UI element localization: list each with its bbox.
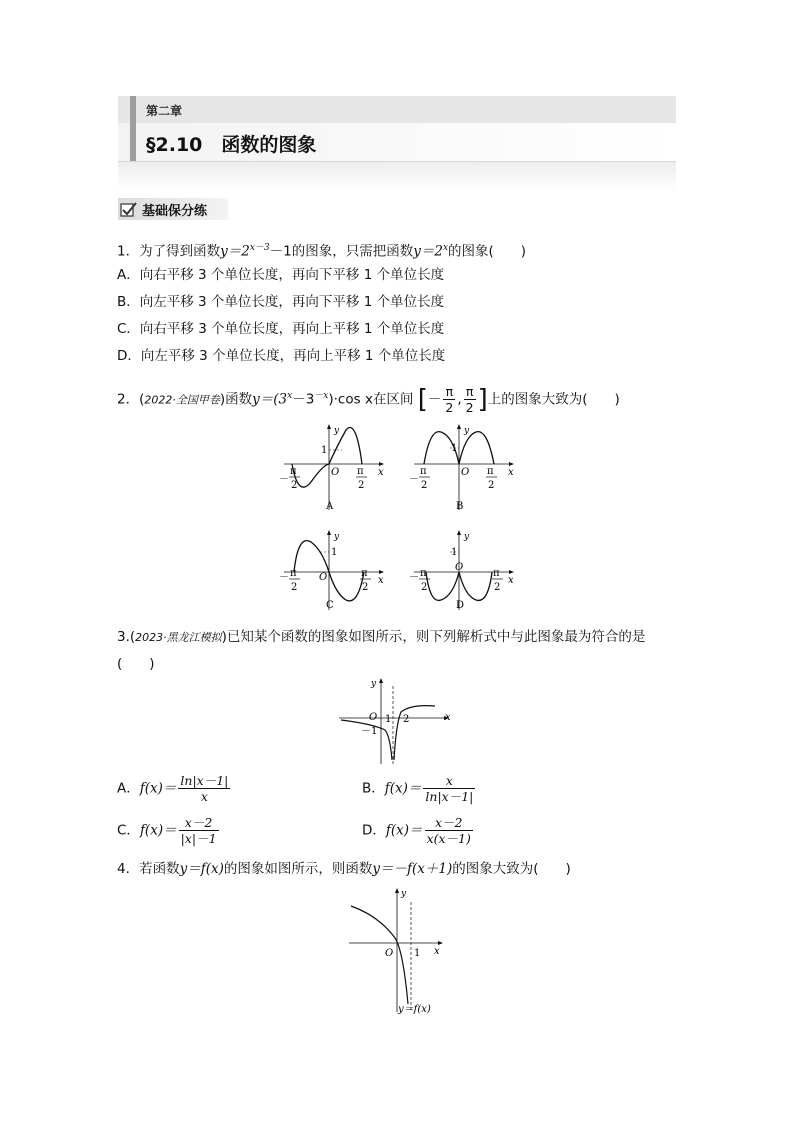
q2b-label: B (456, 501, 464, 512)
q3-stem-text: )已知某个函数的图象如图所示，则下列解析式中与此图象最为符合的是 (221, 629, 646, 645)
q2-two-1: 2 (445, 400, 454, 415)
q4-o: O (385, 948, 394, 959)
q3-option-c-frac (179, 815, 219, 846)
q2-stem (117, 384, 620, 415)
q1-stem-b: 的图象，只需把函数 (291, 243, 414, 260)
q2a-one: 1 (321, 445, 328, 456)
chapter-banner (118, 96, 676, 190)
q2a-two-r: 2 (358, 480, 365, 491)
q1-func-1-tail: －1 (269, 243, 292, 260)
q2d-two-r: 2 (494, 582, 501, 593)
q2c-o: O (319, 572, 328, 583)
q3-option-a-label: A． (117, 780, 140, 797)
q2d-two-l: 2 (421, 582, 428, 593)
q2-right-bracket: ] (477, 384, 488, 415)
q2b-pi-l: π (420, 466, 427, 477)
q3-option-b-label: B． (362, 780, 385, 797)
q1-func-1-exp: x－3 (249, 243, 270, 253)
q2-exp-2: －x (314, 391, 329, 401)
q2b-two-l: 2 (421, 480, 428, 491)
q2-graph-a[interactable] (278, 420, 390, 515)
q3-answer-paren: ( ) (117, 656, 155, 672)
q3-option-b-num: x (423, 773, 475, 789)
q2-interval-left-frac (443, 384, 455, 415)
q2c-pi-r: π (361, 568, 368, 579)
q3-one: 1 (385, 714, 392, 725)
q2-stem-c: 上的图象大致为( ) (487, 391, 620, 408)
banner-accent-bar (130, 96, 136, 161)
q2-func: y＝(3 (252, 391, 288, 408)
q1-func-2: y＝2 (413, 243, 443, 260)
q2c-pi-l: π (290, 568, 297, 579)
q1-func-2-exp: x (442, 243, 449, 253)
q2a-two-l: 2 (291, 480, 298, 491)
q1-stem (117, 239, 526, 261)
q2-source: 2022·全国甲卷 (144, 393, 220, 407)
q1-option-a[interactable]: A．向右平移 3 个单位长度，再向下平移 1 个单位长度 (117, 267, 445, 283)
q3-option-a[interactable] (117, 773, 232, 804)
q2b-y: y (464, 426, 470, 436)
q2d-x: x (508, 575, 514, 586)
q2-number: 2．( (117, 391, 145, 408)
q3-option-b-den: ln|x－1| (425, 789, 474, 804)
q3-option-d-frac (425, 815, 473, 846)
q2a-x: x (378, 467, 384, 478)
q3-y: y (371, 679, 377, 689)
q1-stem-c: 的图象( ) (448, 243, 527, 260)
checkbox-icon (120, 201, 138, 217)
q3-option-c-den: |x|－1 (180, 831, 217, 846)
section-title: §2.10 函数的图象 (146, 134, 317, 156)
q4-y: y (401, 889, 407, 899)
q2-pi-2: π (464, 384, 476, 400)
q3-option-a-frac (178, 773, 230, 804)
q2c-two-l: 2 (291, 582, 298, 593)
q4-x: x (434, 946, 440, 957)
q2b-two-r: 2 (488, 480, 495, 491)
q2-interval-right-frac (464, 384, 476, 415)
q2a-y: y (334, 426, 340, 436)
q2b-pi-r: π (487, 466, 494, 477)
q2c-label: C (326, 600, 334, 611)
q3-source: 2023·黑龙江模拟 (135, 631, 222, 644)
q3-option-c[interactable] (117, 815, 221, 846)
q3-option-d-num: x－2 (425, 815, 473, 831)
q2-stem-a: )函数 (219, 391, 253, 408)
banner-shadow (118, 162, 676, 190)
q1-stem-a: 1．为了得到函数 (117, 243, 221, 260)
q2d-label: D (456, 600, 465, 611)
q3-option-c-lhs: f(x)＝ (139, 822, 177, 839)
q3-option-b-frac (423, 773, 475, 804)
q2d-neg: － (409, 572, 419, 583)
q4-stem (117, 860, 571, 878)
q2-interval-neg: － (427, 391, 442, 408)
q3-option-d-lhs: f(x)＝ (385, 822, 423, 839)
q2a-pi-l: π (290, 466, 297, 477)
q3-two: 2 (403, 714, 410, 725)
q2c-neg: － (279, 572, 289, 583)
practice-tag (118, 198, 228, 220)
q3-option-a-lhs: f(x)＝ (139, 780, 177, 797)
q2c-x: x (378, 575, 384, 586)
banner-top-strip (118, 96, 676, 123)
q4-one: 1 (414, 948, 421, 959)
q3-option-a-den: x (200, 789, 208, 804)
q1-func-1: y＝2 (220, 243, 250, 260)
q4-func-2: y＝－f(x＋1) (372, 861, 453, 877)
q2d-pi-l: π (420, 568, 427, 579)
q3-option-b[interactable] (362, 773, 477, 804)
q2-left-bracket: [ (417, 384, 428, 415)
q3-neg-one: －1 (361, 726, 378, 737)
q2c-y: y (334, 532, 340, 542)
q2-func-tail: )·cos x (328, 391, 373, 408)
q3-option-d-label: D． (362, 822, 386, 839)
q2a-o: O (331, 467, 340, 478)
q2-pi-1: π (443, 384, 455, 400)
q3-x: x (445, 712, 451, 723)
q3-option-c-num: x－2 (179, 815, 219, 831)
q4-func-1: y＝f(x) (179, 861, 224, 877)
q2c-two-r: 2 (362, 582, 369, 593)
q2a-neg: － (279, 474, 289, 485)
q2-interval-comma: , (457, 391, 462, 408)
q4-stem-b: 的图象如图所示，则函数 (223, 861, 373, 877)
q2c-one: 1 (331, 547, 338, 558)
q2-graph-d[interactable] (408, 528, 520, 613)
q2d-pi-r: π (493, 568, 500, 579)
q1-option-c[interactable]: C．向右平移 3 个单位长度，再向上平移 1 个单位长度 (117, 321, 445, 337)
q2b-neg: － (409, 474, 419, 485)
q3-option-a-num: ln|x－1| (180, 773, 229, 788)
q2b-one: 1 (451, 443, 458, 454)
q4-caption: y＝f(x) (398, 1004, 431, 1015)
q3-o: O (369, 712, 378, 723)
q4-stem-c: 的图象大致为( ) (452, 861, 571, 877)
chapter-label: 第二章 (146, 104, 183, 118)
q2-two-2: 2 (465, 400, 474, 415)
q1-option-b[interactable]: B．向左平移 3 个单位长度，再向下平移 1 个单位长度 (117, 294, 445, 310)
q2d-one: 1 (451, 547, 458, 558)
q2-exp-1: x (287, 391, 293, 401)
q2a-label: A (326, 501, 334, 512)
q3-option-d-den: x(x－1) (426, 831, 471, 846)
q2d-o: O (455, 562, 464, 573)
q3-option-c-label: C． (117, 822, 140, 839)
q2-func-mid: －3 (292, 391, 315, 408)
q3-number: 3.( (117, 629, 136, 645)
q2-graph-b[interactable] (408, 420, 520, 515)
q4-stem-a: 4．若函数 (117, 861, 180, 877)
q2b-x: x (508, 467, 514, 478)
q2a-pi-r: π (357, 466, 364, 477)
q2b-o: O (461, 467, 470, 478)
practice-tag-label: 基础保分练 (142, 204, 208, 219)
q1-option-d[interactable]: D．向左平移 3 个单位长度，再向上平移 1 个单位长度 (117, 348, 446, 364)
q2-graph-c[interactable] (278, 528, 390, 613)
q2d-y: y (464, 532, 470, 542)
q3-option-b-lhs: f(x)＝ (384, 780, 422, 797)
q2-stem-b: 在区间 (372, 391, 414, 408)
q3-option-d[interactable] (362, 815, 475, 846)
q3-graph (335, 674, 455, 766)
q4-graph (345, 884, 453, 1020)
q3-stem (117, 628, 645, 647)
